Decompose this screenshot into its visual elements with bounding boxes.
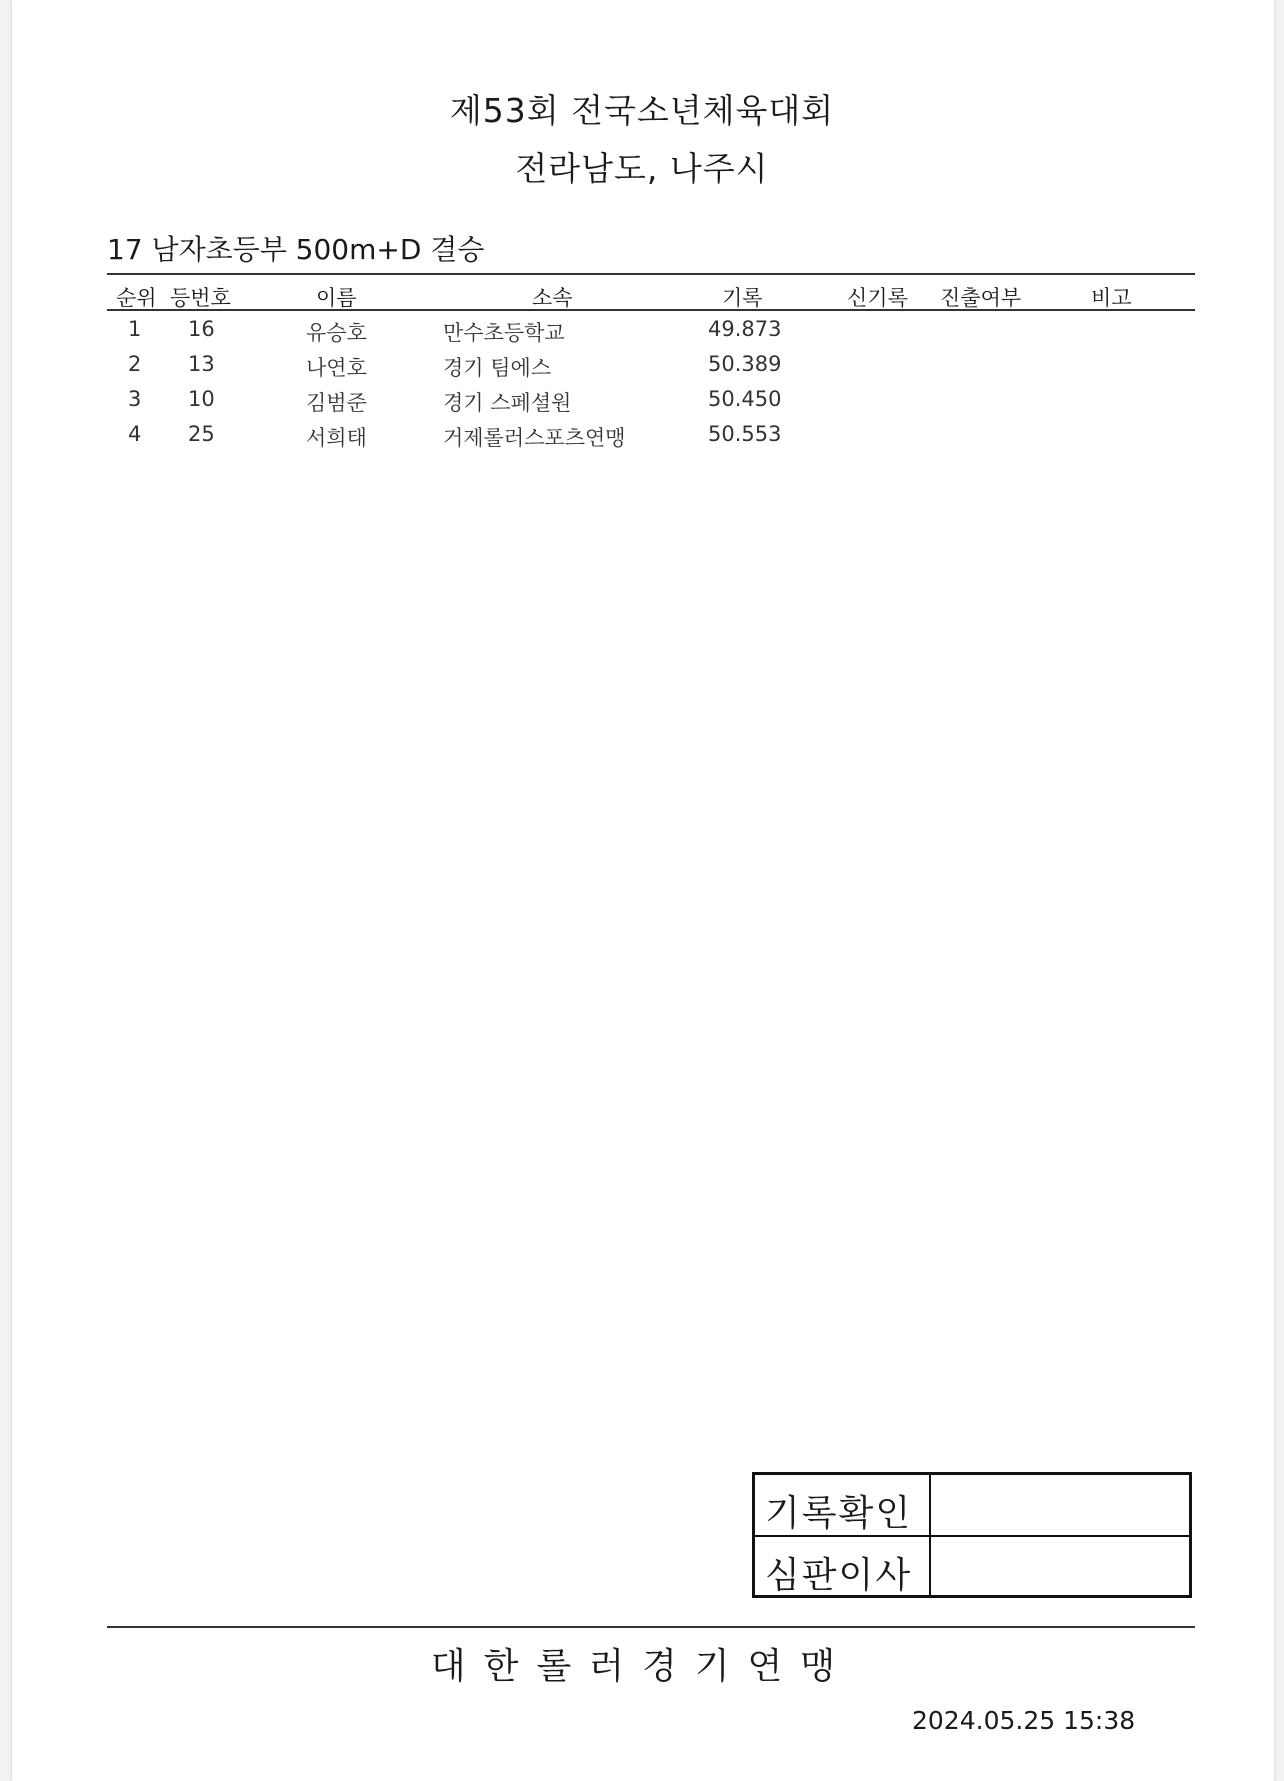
- record-cell: 50.553: [708, 422, 782, 446]
- col-new-record-header: 신기록: [847, 286, 908, 310]
- bib-cell: 16: [188, 317, 215, 341]
- rank-cell: 3: [128, 387, 142, 411]
- rank-cell: 1: [128, 317, 142, 341]
- print-timestamp: 2024.05.25 15:38: [912, 1706, 1136, 1735]
- bib-cell: 13: [188, 352, 215, 376]
- signature-box: [752, 1472, 1192, 1598]
- event-title: 17 남자초등부 500m+D 결승: [107, 233, 485, 266]
- record-check-label: 기록확인: [765, 1493, 913, 1534]
- rank-cell: 4: [128, 422, 142, 446]
- col-bib-header: 등번호: [170, 286, 231, 310]
- name-cell: 서희태: [306, 426, 367, 450]
- table-top-rule: [107, 273, 1195, 275]
- col-advance-header: 진출여부: [940, 286, 1022, 310]
- col-rank-header: 순위: [116, 286, 157, 310]
- table-header-rule: [107, 309, 1195, 311]
- bib-cell: 10: [188, 387, 215, 411]
- footer-rule: [107, 1626, 1195, 1628]
- rank-cell: 2: [128, 352, 142, 376]
- record-cell: 49.873: [708, 317, 782, 341]
- record-cell: 50.389: [708, 352, 782, 376]
- competition-title: 제53회 전국소년체육대회: [449, 91, 835, 130]
- referee-label: 심판이사: [765, 1555, 913, 1596]
- record-cell: 50.450: [708, 387, 782, 411]
- organization-name: 대한롤러경기연맹: [430, 1646, 854, 1687]
- team-cell: 만수초등학교: [443, 321, 565, 345]
- team-cell: 경기 스페셜원: [443, 391, 572, 415]
- col-record-header: 기록: [722, 286, 763, 310]
- name-cell: 김범준: [306, 391, 367, 415]
- name-cell: 나연호: [306, 356, 367, 380]
- col-team-header: 소속: [532, 286, 573, 310]
- col-name-header: 이름: [316, 286, 357, 310]
- competition-venue: 전라남도, 나주시: [515, 149, 769, 188]
- col-note-header: 비고: [1091, 286, 1132, 310]
- team-cell: 거제롤러스포츠연맹: [443, 426, 626, 450]
- name-cell: 유승호: [306, 321, 367, 345]
- bib-cell: 25: [188, 422, 215, 446]
- team-cell: 경기 팀에스: [443, 356, 552, 380]
